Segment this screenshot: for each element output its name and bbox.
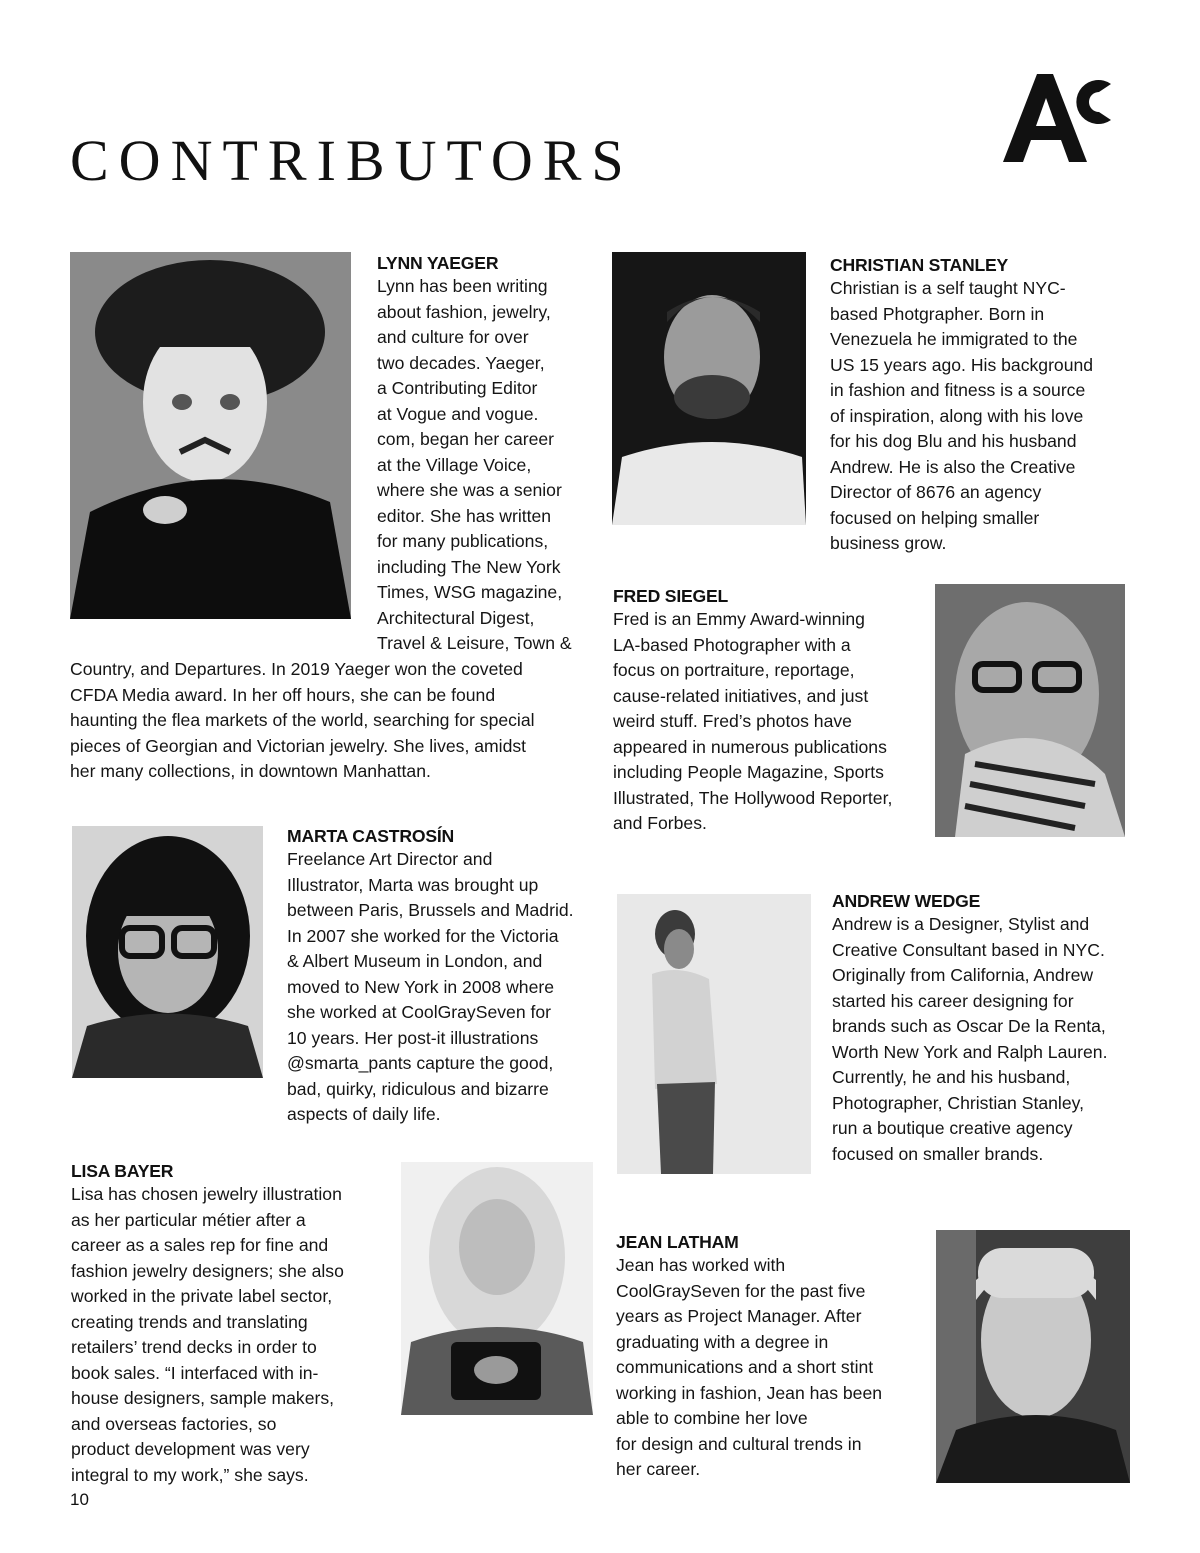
marta-castrosin-name: MARTA CASTROSÍN: [287, 826, 455, 846]
fred-siegel-name: FRED SIEGEL: [613, 586, 729, 606]
jean-latham-photo: [936, 1230, 1130, 1483]
andrew-wedge-bio: Andrew is a Designer, Stylist and Creative Consultant based in NYC. Originally from California, Andrew started his career designing for brands such as Oscar De la Renta, Worth New York and Ralph Lauren. Currently, he and his husband, Photographer, Christian Stanley, run a boutique creative agency focused on smaller brands.: [832, 914, 1108, 1164]
andrew-wedge-photo: [617, 894, 811, 1174]
lisa-bayer-bio: Lisa has chosen jewelry illustration as her particular métier after a career as a sales rep for fine and fashion jewelry designers; she also worked in the private label sector, creating trends and translating retailers’ trend decks in order to book sales. “I interfaced with in- house designers, sample makers, and overseas factories, so product development was very integral to my work,” she says.: [71, 1184, 344, 1485]
marta-castrosin-photo: [72, 826, 263, 1078]
marta-castrosin-bio: Freelance Art Director and Illustrator, Marta was brought up between Paris, Brussels and Madrid. In 2007 she worked for the Victoria & Albert Museum in London, and moved to New York in 2008 where she worked at CoolGraySeven for 10 years. Her post-it illustrations @smarta_pants capture the good, bad, quirky, ridiculous and bizarre aspects of daily life.: [287, 849, 574, 1124]
page-number: 10: [70, 1490, 89, 1509]
christian-stanley-photo: [612, 252, 806, 525]
jean-latham-bio: Jean has worked with CoolGraySeven for the past five years as Project Manager. After graduating with a degree in communications and a short stint working in fashion, Jean has been able to combine her love for design and cultural trends in her career.: [616, 1255, 883, 1479]
lynn-yaeger-bio: Lynn has been writing about fashion, jewelry, and culture for over two decades. Yaeger, a Contributing Editor at Vogue and vogue. com, began her career at the Village Voice, where she was a senior editor. She has written for many publications, including The New York Times, WSG magazine, Architectural Digest, Travel & Leisure, Town &: [377, 276, 572, 653]
page-title: CONTRIBUTORS: [70, 128, 634, 193]
jean-latham-name: JEAN LATHAM: [616, 1232, 739, 1252]
lisa-bayer-photo: [401, 1162, 593, 1415]
fred-siegel-photo: [935, 584, 1125, 837]
lynn-yaeger-photo: [70, 252, 351, 619]
lynn-yaeger-name: LYNN YAEGER: [377, 253, 499, 273]
christian-stanley-name: CHRISTIAN STANLEY: [830, 255, 1009, 275]
lisa-bayer-name: LISA BAYER: [71, 1161, 174, 1181]
christian-stanley-bio: Christian is a self taught NYC- based Photgrapher. Born in Venezuela he immigrated to the US 15 years ago. His background in fashion and fitness is a source of inspiration, along with his love for his dog Blu and his husband Andrew. He is also the Creative Director of 8676 an agency focused on helping smaller business grow.: [830, 278, 1094, 553]
ac-logo: [1003, 70, 1129, 166]
andrew-wedge-name: ANDREW WEDGE: [832, 891, 981, 911]
fred-siegel-bio: Fred is an Emmy Award-winning LA-based Photographer with a focus on portraiture, reportage, cause-related initiatives, and just weird stuff. Fred’s photos have appeared in numerous publications including People Magazine, Sports Illustrated, The Hollywood Reporter, and Forbes.: [613, 609, 893, 833]
lynn-yaeger-bio-continued: Country, and Departures. In 2019 Yaeger won the coveted CFDA Media award. In her off hours, she can be found haunting the flea markets of the world, searching for special pieces of Georgian and Victorian jewelry. She lives, amidst her many collections, in downtown Manhattan.: [70, 659, 535, 781]
